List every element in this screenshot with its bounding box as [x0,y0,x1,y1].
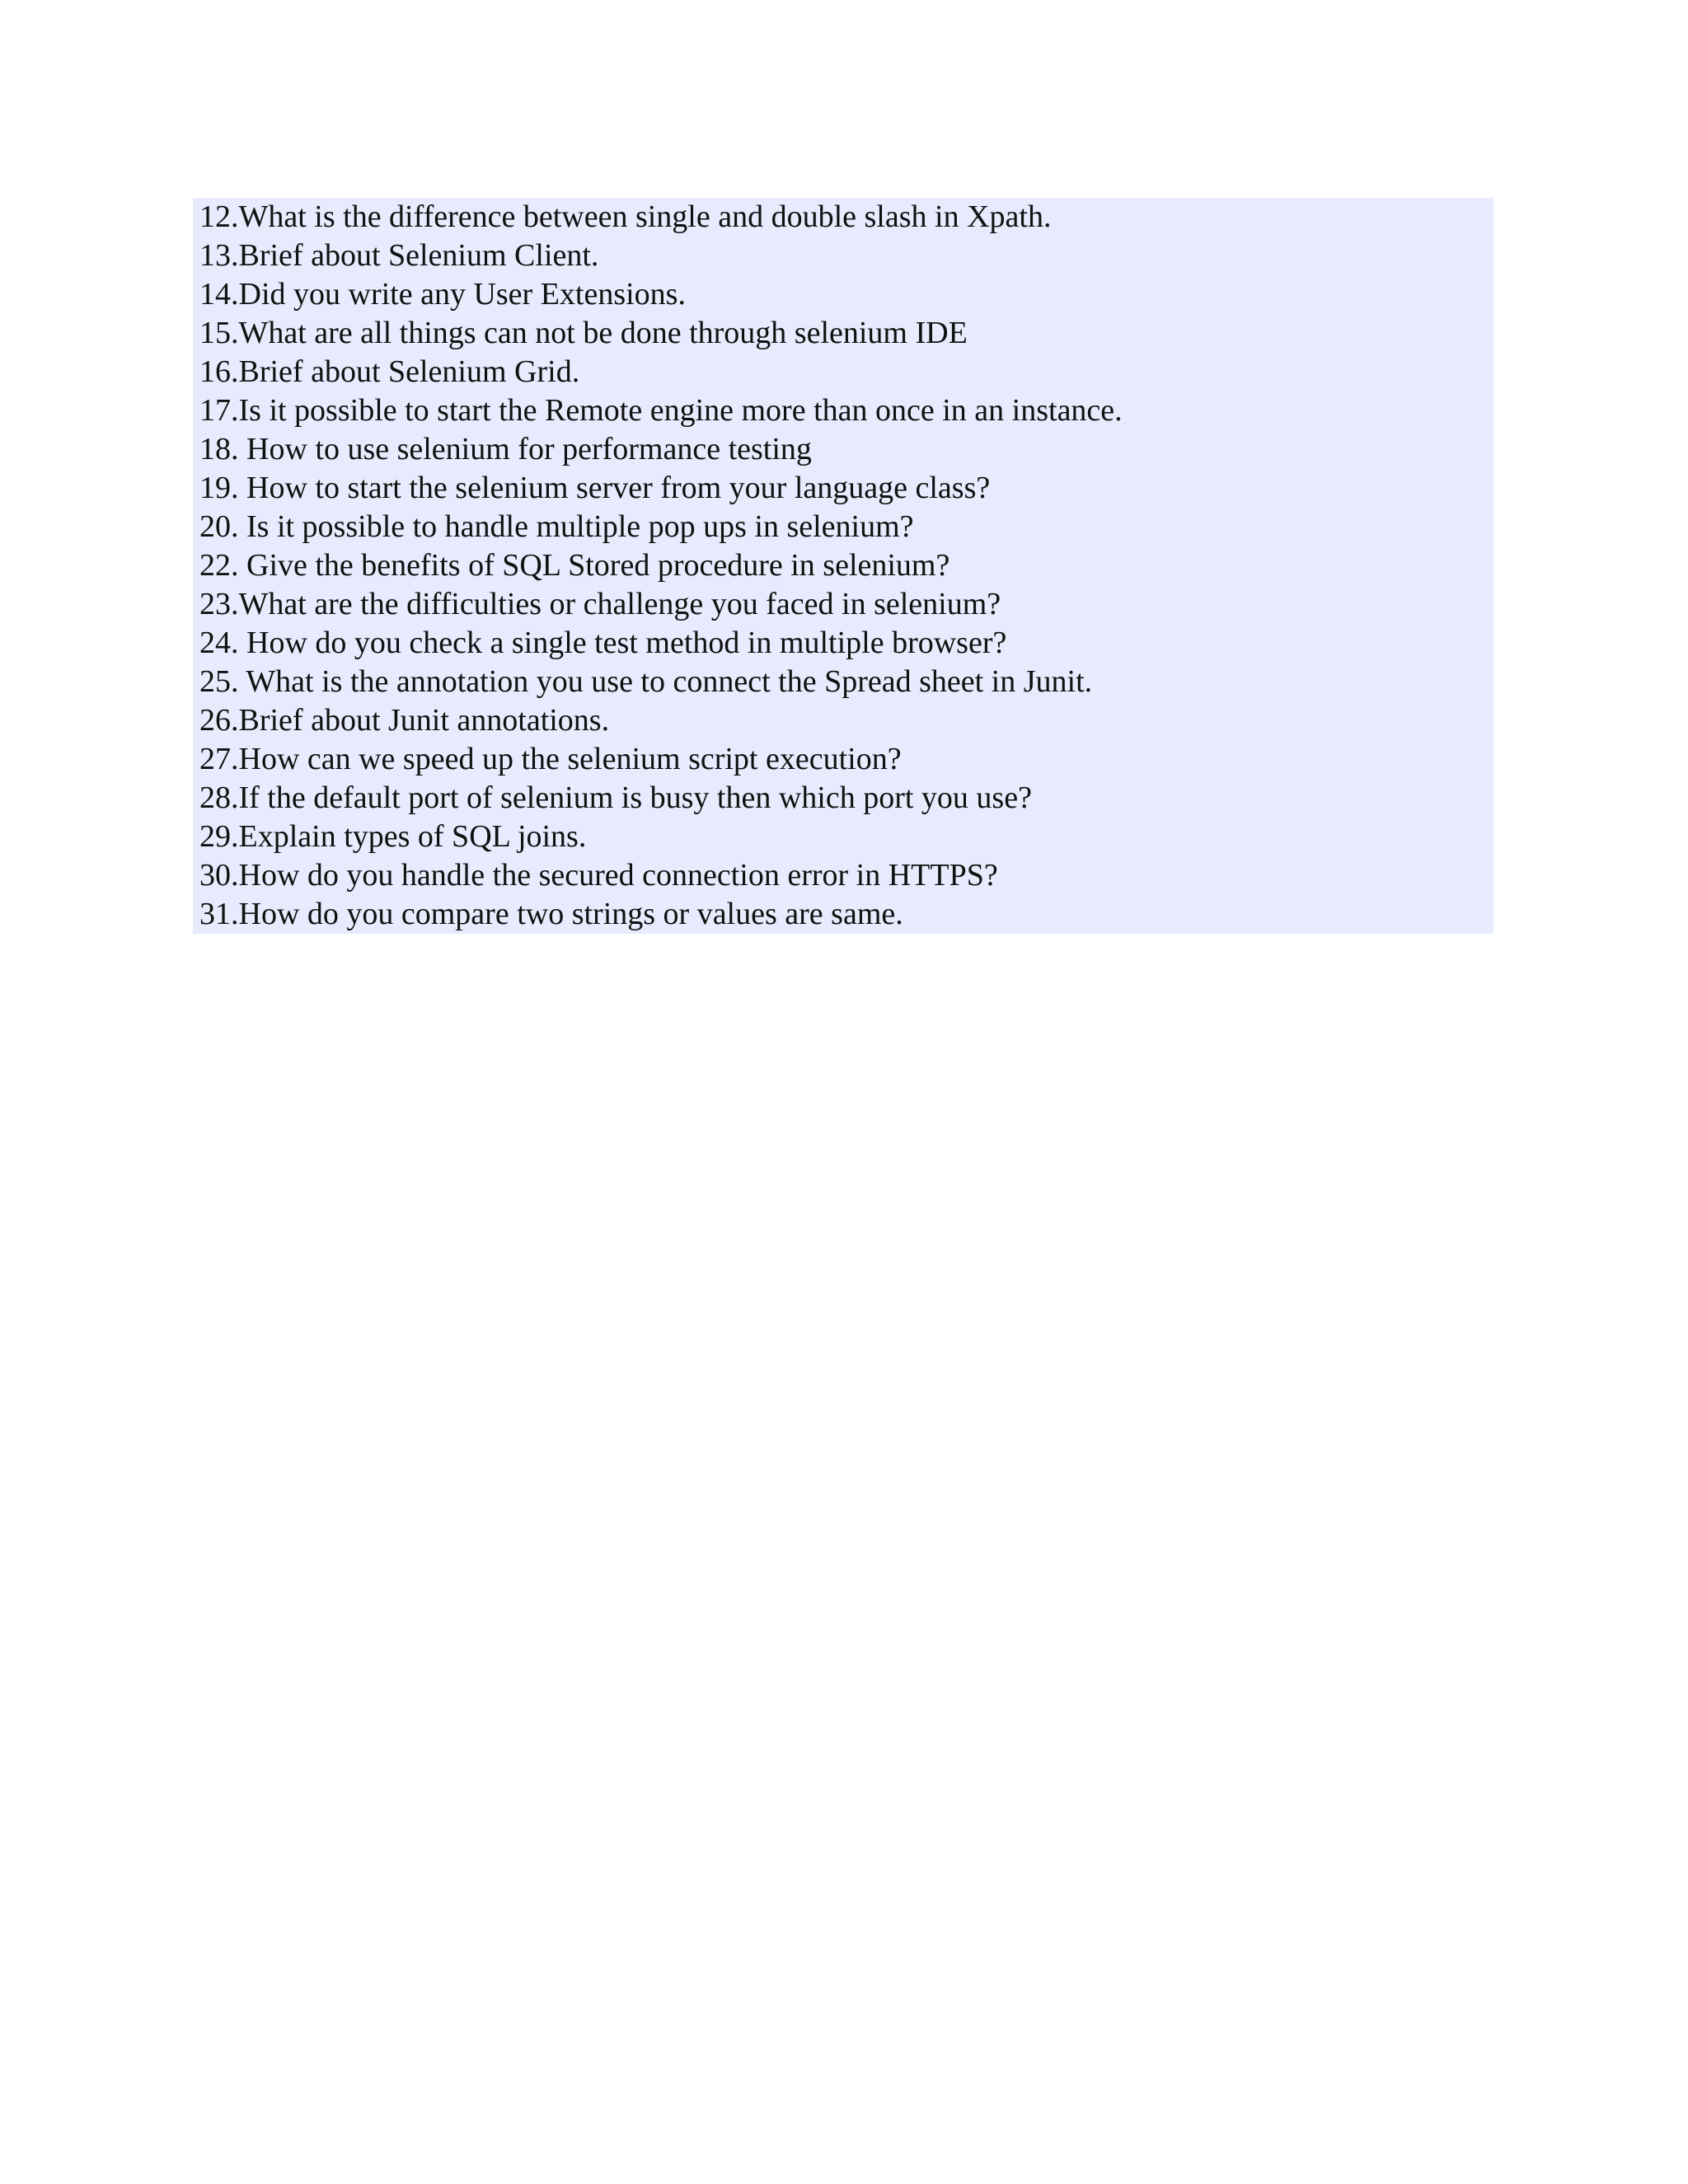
question-item: 19. How to start the selenium server from your language class? [199,471,991,505]
question-item: 17.Is it possible to start the Remote engine more than once in an instance. [199,393,1123,428]
question-item: 31.How do you compare two strings or values are same. [199,897,903,931]
question-list [199,198,1493,934]
highlighted-question-block [193,198,1493,934]
question-item: 23.What are the difficulties or challenge you faced in selenium? [199,587,1001,621]
question-item: 16.Brief about Selenium Grid. [199,354,580,389]
question-item: 24. How do you check a single test method in multiple browser? [199,626,1007,660]
question-item: 25. What is the annotation you use to connect the Spread sheet in Junit. [199,664,1093,699]
question-item: 18. How to use selenium for performance testing [199,432,812,466]
question-item: 13.Brief about Selenium Client. [199,238,599,273]
question-item: 22. Give the benefits of SQL Stored procedure in selenium? [199,548,950,583]
question-item: 20. Is it possible to handle multiple pop ups in selenium? [199,509,914,544]
question-item: 28.If the default port of selenium is busy then which port you use? [199,780,1032,815]
question-item: 29.Explain types of SQL joins. [199,819,587,854]
question-item: 26.Brief about Junit annotations. [199,703,610,738]
question-item: 14.Did you write any User Extensions. [199,277,686,312]
question-item: 30.How do you handle the secured connection error in HTTPS? [199,858,998,893]
question-item: 27.How can we speed up the selenium script execution? [199,742,902,776]
question-item: 12.What is the difference between single and double slash in Xpath. [199,199,1052,234]
question-item: 15.What are all things can not be done through selenium IDE [199,316,968,350]
